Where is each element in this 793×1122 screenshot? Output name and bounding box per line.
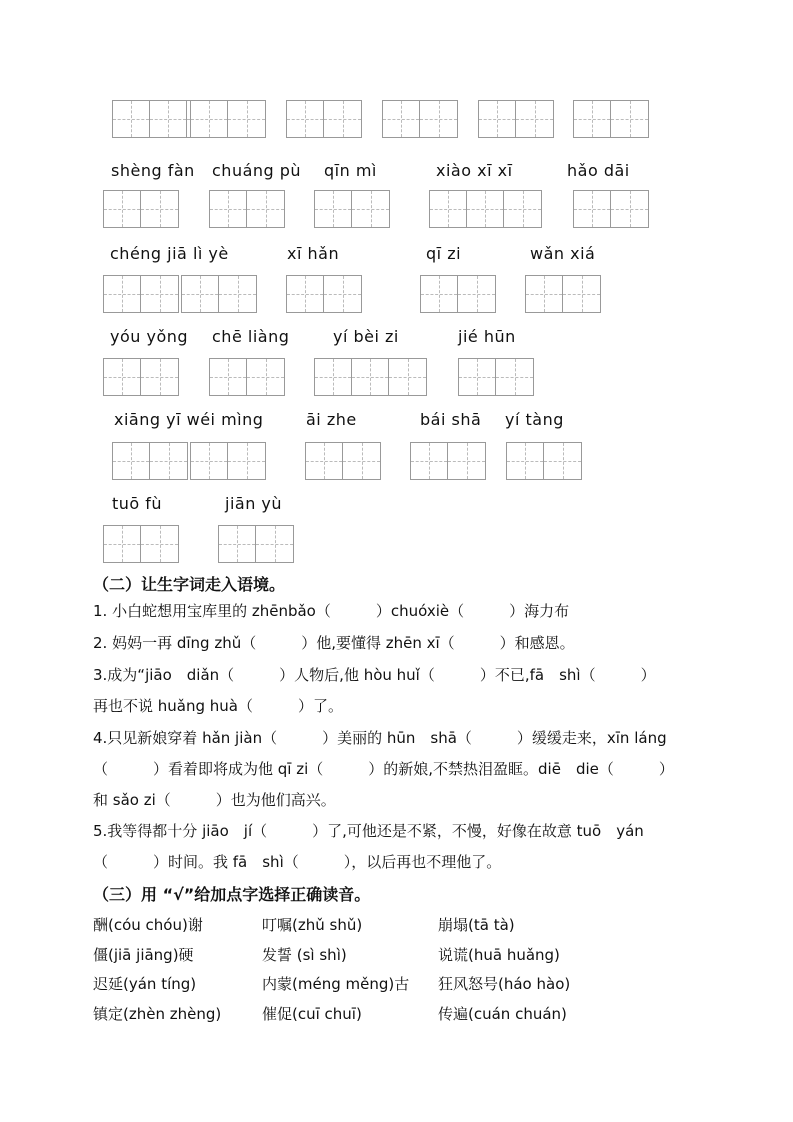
reading-choice[interactable]: 酬(cóu chóu)谢	[93, 916, 203, 934]
writing-box-group[interactable]	[103, 190, 179, 228]
writing-box-group	[478, 100, 554, 138]
writing-box-group[interactable]	[525, 275, 601, 313]
pinyin-prompt: xiāng yī wéi mìng	[114, 410, 264, 429]
exercise-line: 和 sǎo zi（ ）也为他们高兴。	[93, 791, 336, 809]
writing-box-group[interactable]	[305, 442, 381, 480]
reading-choice[interactable]: 叮嘱(zhǔ shǔ)	[262, 916, 363, 934]
reading-choice[interactable]: 说谎(huā huǎng)	[438, 946, 560, 964]
writing-box-group[interactable]	[314, 190, 390, 228]
writing-box-group[interactable]	[112, 442, 188, 480]
exercise-line: 5.我等得都十分 jiāo jí（ ）了,可他还是不紧，不慢，好像在故意 tuō yán	[93, 822, 644, 840]
writing-box-group[interactable]	[209, 358, 285, 396]
pinyin-prompt: qīn mì	[324, 161, 377, 180]
writing-box-group	[573, 100, 649, 138]
writing-box-group[interactable]	[458, 358, 534, 396]
writing-box-group[interactable]	[209, 190, 285, 228]
writing-box-group[interactable]	[103, 275, 179, 313]
exercise-line: 再也不说 huǎng huà（ ）了。	[93, 697, 343, 715]
pinyin-prompt: xī hǎn	[287, 244, 340, 263]
exercise-line: （ ）时间。我 fā shì（ ），以后再也不理他了。	[93, 853, 502, 871]
pinyin-prompt: yí bèi zi	[333, 327, 399, 346]
pinyin-prompt: chéng jiā lì yè	[110, 244, 229, 263]
exercise-line: （ ）看着即将成为他 qī zi（ ）的新娘,不禁热泪盈眶。diē die（ ）	[93, 760, 674, 778]
pinyin-prompt: wǎn xiá	[530, 244, 596, 263]
writing-box-group[interactable]	[314, 358, 427, 396]
reading-choice[interactable]: 镇定(zhèn zhèng)	[93, 1005, 222, 1023]
writing-box-group[interactable]	[218, 525, 294, 563]
writing-box-group	[286, 100, 362, 138]
exercise-line: 2. 妈妈一再 dīng zhǔ（ ）他,要懂得 zhēn xī（ ）和感恩。	[93, 634, 575, 652]
pinyin-prompt: chē liàng	[212, 327, 290, 346]
writing-box-group[interactable]	[420, 275, 496, 313]
pinyin-prompt: yóu yǒng	[110, 327, 189, 346]
reading-choice[interactable]: 崩塌(tā tà)	[438, 916, 515, 934]
writing-box-group[interactable]	[286, 275, 362, 313]
writing-box-group[interactable]	[103, 358, 179, 396]
pinyin-prompt: bái shā	[420, 410, 482, 429]
writing-box-group[interactable]	[190, 442, 266, 480]
pinyin-prompt: qī zi	[426, 244, 462, 263]
reading-choice[interactable]: 传遍(cuán chuán)	[438, 1005, 567, 1023]
writing-box-group[interactable]	[410, 442, 486, 480]
reading-choice[interactable]: 狂风怒号(háo hào)	[438, 975, 571, 993]
writing-box-group	[190, 100, 266, 138]
pinyin-prompt: shèng fàn	[111, 161, 195, 180]
exercise-line: 3.成为“jiāo diǎn（ ）人物后,他 hòu huǐ（ ）不已,fā shì（ ）	[93, 666, 656, 684]
writing-box-group[interactable]	[573, 190, 649, 228]
pinyin-prompt: tuō fù	[112, 494, 163, 513]
pinyin-prompt: hǎo dāi	[567, 161, 630, 180]
pinyin-prompt: yí tàng	[505, 410, 564, 429]
reading-choice[interactable]: 内蒙(méng měng)古	[262, 975, 410, 993]
writing-box-group[interactable]	[506, 442, 582, 480]
exercise-line: 4.只见新娘穿着 hǎn jiàn（ ）美丽的 hūn shā（ ）缓缓走来，xīn láng	[93, 729, 667, 747]
writing-box-group[interactable]	[429, 190, 542, 228]
reading-choice[interactable]: 僵(jiā jiāng)硬	[93, 946, 194, 964]
pinyin-prompt: chuáng pù	[212, 161, 302, 180]
pinyin-prompt: jié hūn	[458, 327, 516, 346]
reading-choice[interactable]: 迟延(yán tíng)	[93, 975, 197, 993]
section-heading: （二）让生字词走入语境。	[93, 575, 286, 594]
section-heading: （三）用 “√”给加点字选择正确读音。	[93, 885, 371, 904]
writing-box-group[interactable]	[103, 525, 179, 563]
reading-choice[interactable]: 催促(cuī chuī)	[262, 1005, 362, 1023]
reading-choice[interactable]: 发誓 (sì shì)	[262, 946, 347, 964]
writing-box-group[interactable]	[181, 275, 257, 313]
pinyin-prompt: xiào xī xī	[436, 161, 513, 180]
pinyin-prompt: jiān yù	[225, 494, 283, 513]
writing-box-group	[382, 100, 458, 138]
exercise-line: 1. 小白蛇想用宝库里的 zhēnbǎo（ ）chuóxiè（ ）海力布	[93, 602, 570, 620]
pinyin-prompt: āi zhe	[306, 410, 357, 429]
